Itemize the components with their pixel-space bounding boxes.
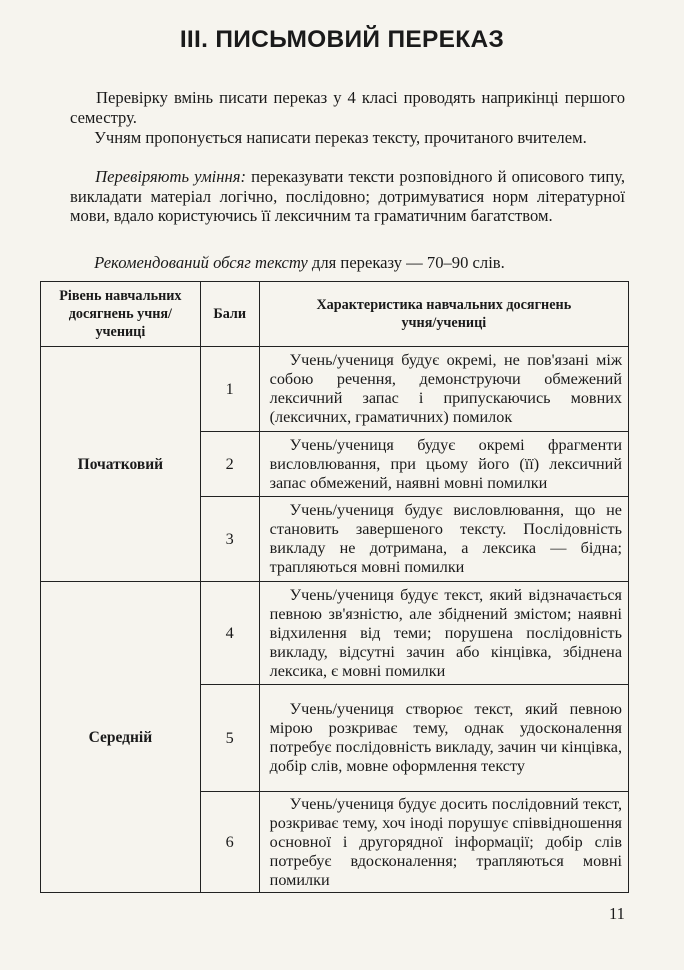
score-cell: 3: [200, 497, 259, 582]
table-row: [41, 347, 629, 432]
page-title: III. ПИСЬМОВИЙ ПЕРЕКАЗ: [179, 26, 505, 53]
header-description: Характеристика навчальних досягнень учня/учениці: [259, 282, 628, 347]
description-cell: Учень/учениця будує висловлювання, що не становить завершеного тексту. Послідовність викладу не дотримана, а лексика — бідна; трапляються мовні помилки: [259, 497, 628, 582]
volume-label: Рекомендований обсяг тексту: [94, 253, 308, 272]
description-cell: Учень/учениця будує текст, який відзначається певною зв'язністю, але збіднений змістом; наявні відхилення від теми; порушена послідовність викладу, відсутні зачин або кінцівка, збіднена лексика, є мовні помилки: [259, 582, 628, 685]
description-cell: Учень/учениця створює текст, який певною мірою розкриває тему, однак удосконалення потребує послідовність викладу, зачин чи кінцівка, добір слів, мовне оформлення тексту: [259, 685, 628, 792]
header-score: Бали: [200, 282, 259, 347]
level-cell-initial: Початковий: [41, 347, 201, 582]
description-cell: Учень/учениця будує окремі, не пов'язані між собою речення, демонструючи обмежений лексичний запас і припускаючись мовних (лексичних, граматичних) помилок: [259, 347, 628, 432]
paragraph-skills: [70, 167, 625, 226]
score-cell: 6: [200, 792, 259, 893]
score-cell: 1: [200, 347, 259, 432]
paragraph-timing: [70, 88, 625, 127]
score-cell: 5: [200, 685, 259, 792]
table-header-row: [41, 282, 629, 347]
volume-text: для переказу — 70–90 слів.: [307, 253, 505, 272]
paragraph-timing-text: Перевірку вмінь писати переказ у 4 класі проводять наприкінці першого семестру.: [70, 88, 625, 127]
assessment-table: [40, 281, 629, 893]
page-number: 11: [609, 904, 625, 923]
level-cell-medium: Середній: [41, 582, 201, 893]
paragraph-volume: [70, 253, 625, 273]
score-cell: 4: [200, 582, 259, 685]
description-cell: Учень/учениця будує досить послідовний текст, розкриває тему, хоч іноді порушує співвідношення основної і другорядної інформації; добір слів потребує вдосконалення; трапляються мовні помилки: [259, 792, 628, 893]
description-cell: Учень/учениця будує окремі фрагменти висловлювання, при цьому його (її) лексичний запас обмежений, наявні мовні помилки: [259, 432, 628, 497]
paragraph-task: [70, 128, 625, 148]
header-level: Рівень навчальних досягнень учня/учениці: [41, 282, 201, 347]
skills-label: Перевіряють уміння:: [95, 167, 246, 186]
table-row: [41, 582, 629, 685]
paragraph-task-text: Учням пропонується написати переказ тексту, прочитаного вчителем.: [94, 128, 587, 147]
skills-text: переказувати тексти розповідного й описового типу, викладати матеріал логічно, послідовно; дотримуватися норм літературної мови, вдало користуючись її лексичним та граматичним багатством.: [70, 167, 625, 225]
score-cell: 2: [200, 432, 259, 497]
